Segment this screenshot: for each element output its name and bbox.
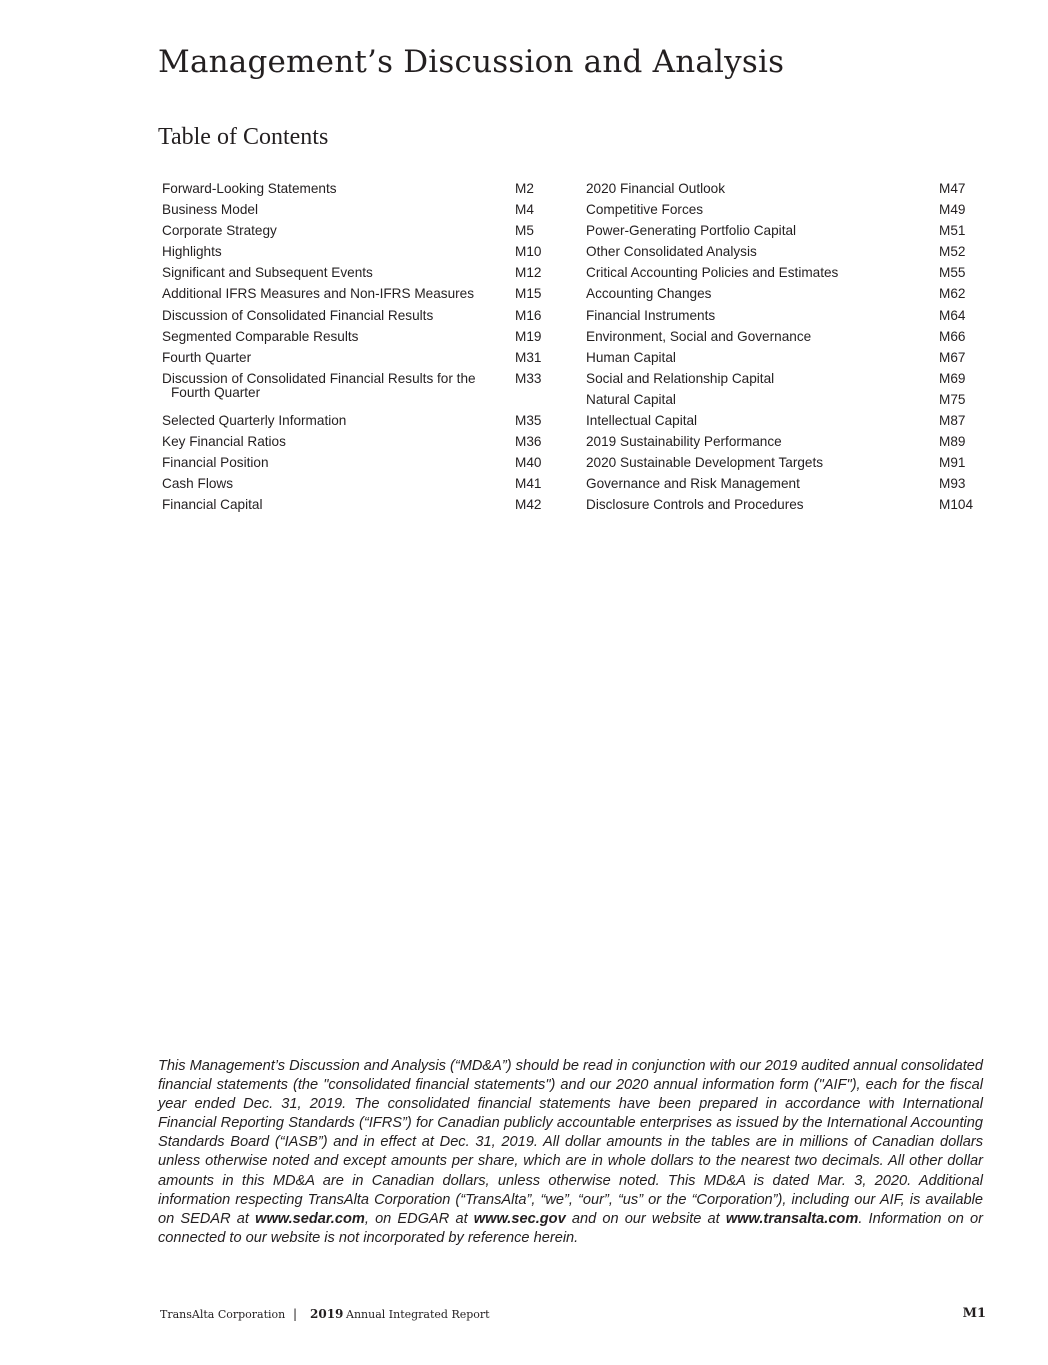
toc-entry-page: M19 <box>515 328 542 344</box>
toc-entry[interactable] <box>586 221 986 242</box>
toc-entry-page: M87 <box>939 413 966 429</box>
toc-entry-label-line2: Fourth Quarter <box>171 384 261 400</box>
toc-entry[interactable] <box>586 327 986 348</box>
toc-entry-page: M12 <box>515 265 542 281</box>
toc-entry-page: M66 <box>939 328 966 344</box>
toc-entry-label: Additional IFRS Measures and Non-IFRS Measures <box>162 286 475 302</box>
toc-entry-page: M75 <box>939 391 966 407</box>
toc-entry-page: M49 <box>939 202 966 218</box>
toc-entry[interactable] <box>586 390 986 411</box>
toc-entry-label: Governance and Risk Management <box>586 476 800 492</box>
toc-entry-label: Competitive Forces <box>586 202 704 218</box>
toc-entry-page: M89 <box>939 434 966 450</box>
intro-text: . Information on or connected to our website is not incorporated by reference herein. <box>158 1210 984 1246</box>
toc-entry-label: Forward-Looking Statements <box>162 181 337 196</box>
toc-entry-label: Corporate Strategy <box>162 223 277 239</box>
toc-entry-label: Segmented Comparable Results <box>162 328 359 344</box>
toc-entry-page: M104 <box>939 497 974 513</box>
toc-entry-page: M15 <box>515 286 542 302</box>
toc-entry-page: M16 <box>515 307 542 323</box>
toc-entry-page: M42 <box>515 497 542 513</box>
toc-entry[interactable] <box>586 179 986 200</box>
toc-entry[interactable] <box>162 453 562 474</box>
intro-text: This Management’s Discussion and Analysis (“MD&A”) should be read in conjunction with our 2019 audited annual consolidated financial statements (the "consolidated financial statements") and our 2020 annual information form ("AIF"), each for the fiscal year ended Dec. 31, 2019. The consolidated financial statements have been prepared in accordance with International Financial Reporting Standards (“IFRS”) for Canadian publicly accountable enterprises as issued by the International Accounting Standards Board (“IASB”) and in effect at Dec. 31, 2019. All dollar amounts in the tables are in millions of Canadian dollars unless otherwise noted and except amounts per share, which are in whole dollars to the nearest two decimals. All other dollar amounts in this MD&A are in Canadian dollars, unless otherwise noted. This MD&A is dated Mar. 3, 2020. Additional information respecting TransAlta Corporation (“TransAlta”, “we”, “our”, “us” or the “Corporation”), including our AIF, is available on SEDAR at <box>158 1058 984 1227</box>
footer-separator: | <box>293 1307 298 1321</box>
sedar-link[interactable]: www.sedar.com <box>255 1210 365 1227</box>
toc-entry-page: M52 <box>939 244 966 260</box>
toc-entry[interactable] <box>162 369 562 411</box>
footer-report-title: Annual Integrated Report <box>346 1308 490 1321</box>
footer-year: 2019 <box>310 1307 344 1321</box>
toc-entry-label: Business Model <box>162 202 258 218</box>
toc-entry-label: Human Capital <box>586 349 676 365</box>
toc-entry-page: M5 <box>515 223 534 239</box>
toc-entry[interactable] <box>586 474 986 495</box>
toc-entry[interactable] <box>586 284 986 305</box>
toc-entry[interactable] <box>162 327 562 348</box>
toc-entry-page: M36 <box>515 434 542 450</box>
toc-entry-page: M62 <box>939 286 966 302</box>
toc-entry[interactable] <box>586 242 986 263</box>
toc-entry-label: Power-Generating Portfolio Capital <box>586 223 797 239</box>
toc-entry-label: Accounting Changes <box>586 286 712 302</box>
toc-entry-label: Financial Capital <box>162 497 263 513</box>
toc-entry-label: 2019 Sustainability Performance <box>586 434 782 450</box>
transalta-link[interactable]: www.transalta.com <box>725 1210 859 1227</box>
toc-entry-page: M47 <box>939 181 966 196</box>
toc-entry[interactable] <box>162 495 562 516</box>
toc-entry-label: Intellectual Capital <box>586 413 698 429</box>
toc-entry-label: Discussion of Consolidated Financial Results <box>162 307 434 323</box>
toc-entry[interactable] <box>586 453 986 474</box>
toc-entry[interactable] <box>586 411 986 432</box>
toc-entry-page: M35 <box>515 413 542 429</box>
toc-entry-page: M67 <box>939 349 966 365</box>
toc-entry-label: Environment, Social and Governance <box>586 328 812 344</box>
toc-entry-page: M55 <box>939 265 966 281</box>
toc-entry[interactable] <box>162 221 562 242</box>
page-number: M1 <box>962 1306 986 1321</box>
toc-entry[interactable] <box>162 284 562 305</box>
toc-entry-page: M93 <box>939 476 966 492</box>
toc-entry[interactable] <box>586 348 986 369</box>
toc-entry[interactable] <box>162 306 562 327</box>
toc-entry-label: Key Financial Ratios <box>162 434 286 450</box>
toc-entry[interactable] <box>586 306 986 327</box>
toc-right-column <box>586 179 986 517</box>
toc-entry-page: M40 <box>515 455 542 471</box>
toc-entry-label: Disclosure Controls and Procedures <box>586 497 804 513</box>
toc-entry-page: M91 <box>939 455 966 471</box>
toc-entry-label: Natural Capital <box>586 391 676 407</box>
intro-text: and on our website at <box>565 1210 726 1227</box>
toc-entry[interactable] <box>162 411 562 432</box>
toc-entry-label <box>162 372 497 400</box>
toc-entry[interactable] <box>162 474 562 495</box>
footer-company: TransAlta Corporation <box>160 1308 286 1321</box>
toc-entry-label: Significant and Subsequent Events <box>162 265 373 281</box>
toc-entry-page: M31 <box>515 349 542 365</box>
intro-paragraph <box>158 1057 983 1248</box>
sec-link[interactable]: www.sec.gov <box>473 1210 566 1227</box>
toc-entry-label: Other Consolidated Analysis <box>586 244 757 260</box>
toc-entry-page: M64 <box>939 307 966 323</box>
toc-entry-label: Financial Position <box>162 455 269 471</box>
toc-heading: Table of Contents <box>158 124 329 150</box>
toc-entry[interactable] <box>162 348 562 369</box>
toc-entry[interactable] <box>162 263 562 284</box>
toc-left-column <box>162 179 562 517</box>
toc-entry-page: M41 <box>515 476 542 492</box>
toc-entry-label-line1: Discussion of Consolidated Financial Results for the <box>162 370 476 386</box>
toc-entry[interactable] <box>586 263 986 284</box>
toc-entry-label: Fourth Quarter <box>162 349 252 365</box>
toc-entry-label: 2020 Sustainable Development Targets <box>586 455 824 471</box>
toc-entry[interactable] <box>162 200 562 221</box>
toc-entry-label: 2020 Financial Outlook <box>586 181 726 196</box>
toc-entry[interactable] <box>586 432 986 453</box>
toc-entry-label: Critical Accounting Policies and Estimates <box>586 265 839 281</box>
toc-entry-page: M10 <box>515 244 542 260</box>
toc-entry[interactable] <box>586 200 986 221</box>
toc-entry[interactable] <box>586 495 986 516</box>
toc-entry-label: Selected Quarterly Information <box>162 413 347 429</box>
toc-entry-label: Financial Instruments <box>586 307 716 323</box>
toc-entry-page: M4 <box>515 202 534 218</box>
toc-entry-page: M51 <box>939 223 966 239</box>
page-footer <box>160 1306 986 1326</box>
toc-entry[interactable] <box>162 432 562 453</box>
toc-entry[interactable] <box>162 179 562 200</box>
intro-text: , on EDGAR at <box>364 1210 474 1227</box>
toc-entry-label: Highlights <box>162 244 222 260</box>
toc-entry-page: M33 <box>515 370 542 386</box>
toc-entry-page: M2 <box>515 181 534 196</box>
page-title: Management’s Discussion and Analysis <box>158 44 785 80</box>
toc-entry-page: M69 <box>939 370 966 386</box>
toc-entry-label: Cash Flows <box>162 476 234 492</box>
toc-entry[interactable] <box>586 369 986 390</box>
toc-entry-label: Social and Relationship Capital <box>586 370 775 386</box>
toc-entry[interactable] <box>162 242 562 263</box>
